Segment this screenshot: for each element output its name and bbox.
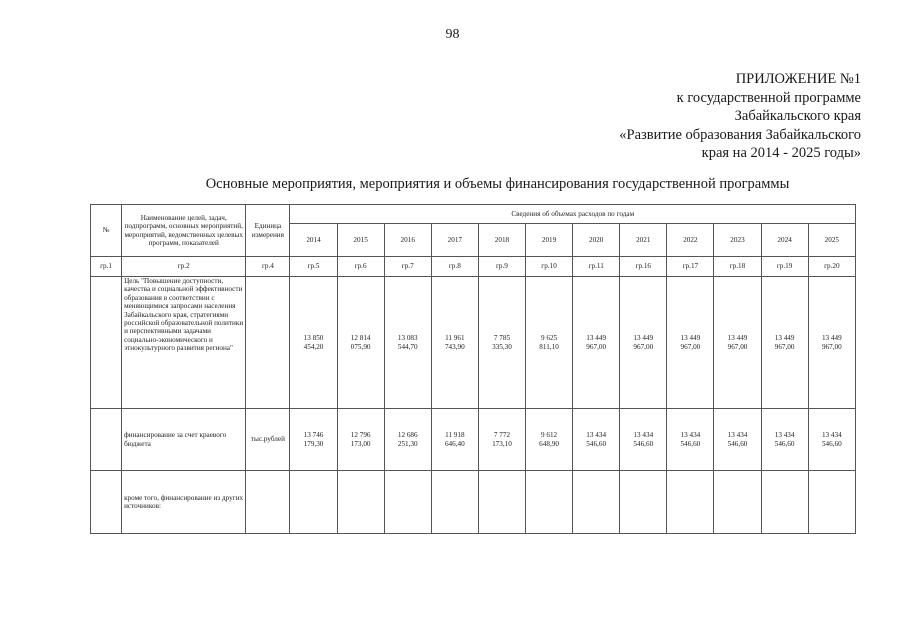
group-number-cell: гр.1 [91,257,122,277]
value-cell: 11 918 646,40 [431,409,478,471]
group-number-cell: гр.16 [620,257,667,277]
value-cell: 13 434 546,60 [667,409,714,471]
group-number-cell: гр.19 [761,257,808,277]
value-cell [478,471,525,534]
appendix-line: к государственной программе [676,89,861,106]
header-year: 2020 [573,224,620,257]
header-year: 2015 [337,224,384,257]
value-cell: 13 850 454,20 [290,277,337,409]
value-cell: 12 796 173,00 [337,409,384,471]
appendix-line: ПРИЛОЖЕНИЕ №1 [735,71,861,87]
document-title: Основные мероприятия, мероприятия и объемы финансирования государственной программы [205,176,790,192]
header-year: 2018 [478,224,525,257]
value-cell [290,471,337,534]
value-cell: 7 785 335,30 [478,277,525,409]
row-name: финансирование за счет краевого бюджета [122,409,246,471]
group-number-cell: гр.6 [337,257,384,277]
value-cell: 13 434 546,60 [714,409,761,471]
financing-table [90,204,856,534]
page-number: 98 [445,27,460,42]
value-cell: 13 434 546,60 [761,409,808,471]
header-year: 2022 [667,224,714,257]
table-row [91,471,856,534]
row-number [91,277,122,409]
value-cell: 13 434 546,60 [808,409,855,471]
value-cell [714,471,761,534]
row-unit [246,277,290,409]
table-row [91,277,856,409]
group-number-cell: гр.4 [246,257,290,277]
value-cell: 12 814 075,90 [337,277,384,409]
value-cell [808,471,855,534]
value-cell [526,471,573,534]
header-year: 2016 [384,224,431,257]
value-cell: 13 449 967,00 [573,277,620,409]
value-cell [384,471,431,534]
appendix-line: Забайкальского края [734,108,861,124]
header-year: 2023 [714,224,761,257]
value-cell: 7 772 173,10 [478,409,525,471]
value-cell [667,471,714,534]
header-year: 2019 [526,224,573,257]
appendix-line: края на 2014 - 2025 годы» [701,145,861,161]
group-number-cell: гр.20 [808,257,855,277]
header-number: № [91,205,122,257]
row-name: Цель "Повышение доступности, качества и социальной эффективности образования в соответствии с меняющимися запросами населения Забайкальского края, стратегиями российской образовательной политики и перспективными задачами социально-экономического и этнокультурного развития региона" [122,277,246,409]
group-number-cell: гр.9 [478,257,525,277]
row-number [91,471,122,534]
row-number [91,409,122,471]
row-unit: тыс.рублей [246,409,290,471]
group-number-cell: гр.10 [526,257,573,277]
value-cell: 13 449 967,00 [808,277,855,409]
appendix-block [619,70,861,163]
value-cell: 12 686 251,30 [384,409,431,471]
value-cell: 13 449 967,00 [761,277,808,409]
header-year: 2024 [761,224,808,257]
value-cell: 13 746 179,30 [290,409,337,471]
header-year: 2025 [808,224,855,257]
group-number-cell: гр.8 [431,257,478,277]
group-number-row [91,257,856,277]
header-year: 2017 [431,224,478,257]
group-number-cell: гр.18 [714,257,761,277]
value-cell: 13 449 967,00 [620,277,667,409]
header-year: 2021 [620,224,667,257]
value-cell: 13 083 544,70 [384,277,431,409]
group-number-cell: гр.11 [573,257,620,277]
group-number-cell: гр.2 [122,257,246,277]
value-cell: 11 961 743,90 [431,277,478,409]
value-cell: 9 612 648,90 [526,409,573,471]
header-year: 2014 [290,224,337,257]
value-cell [573,471,620,534]
value-cell: 13 434 546,60 [620,409,667,471]
value-cell: 13 449 967,00 [714,277,761,409]
value-cell: 13 434 546,60 [573,409,620,471]
group-number-cell: гр.17 [667,257,714,277]
value-cell [761,471,808,534]
row-name: кроме того, финансирование из других источников: [122,471,246,534]
value-cell: 9 625 811,10 [526,277,573,409]
row-unit [246,471,290,534]
group-number-cell: гр.5 [290,257,337,277]
value-cell [620,471,667,534]
value-cell [431,471,478,534]
group-number-cell: гр.7 [384,257,431,277]
header-expenses-by-year: Сведения об объемах расходов по годам [290,205,856,224]
table-row [91,409,856,471]
value-cell [337,471,384,534]
header-name: Наименование целей, задач, подпрограмм, основных мероприятий, мероприятий, ведомственных целевых программ, показателей [122,205,246,257]
value-cell: 13 449 967,00 [667,277,714,409]
appendix-line: «Развитие образования Забайкальского [619,126,861,143]
header-unit: Единица измерения [246,205,290,257]
